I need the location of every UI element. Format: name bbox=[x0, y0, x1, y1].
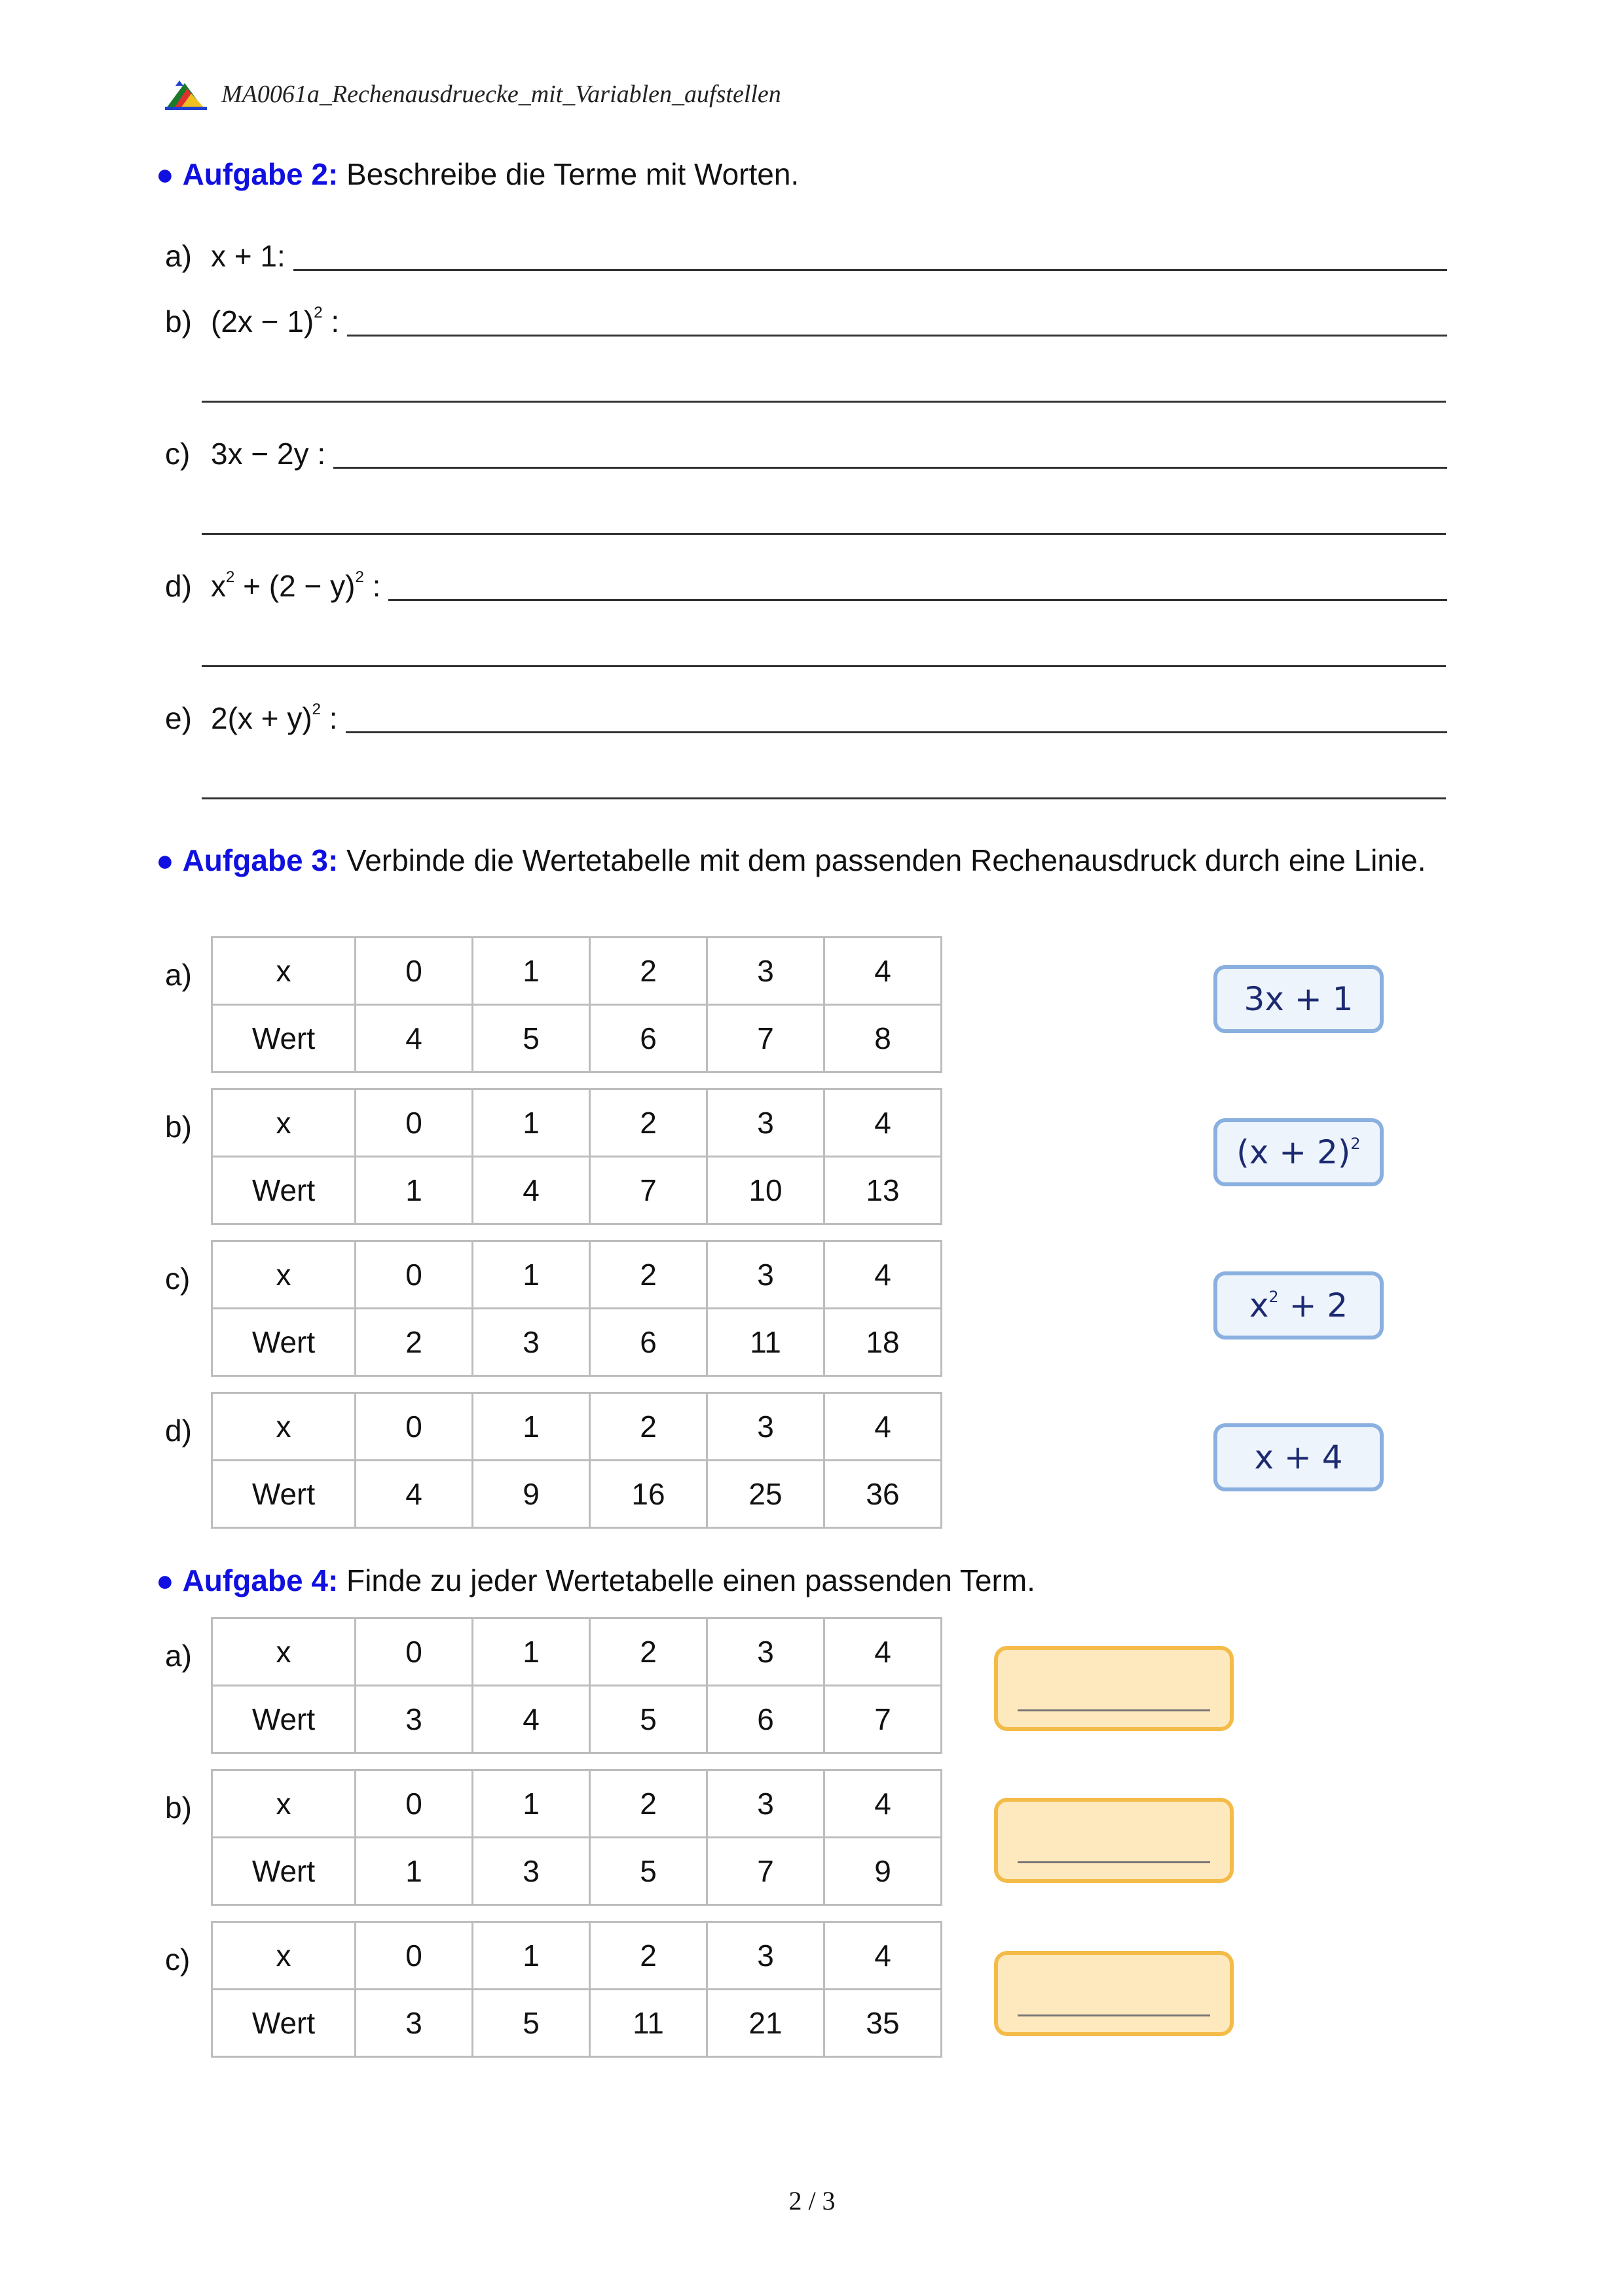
table-cell: 9 bbox=[824, 1838, 942, 1905]
answer-line-continued[interactable] bbox=[202, 533, 1446, 535]
table-cell: 6 bbox=[707, 1686, 824, 1753]
aufgabe3-text: Verbinde die Wertetabelle mit dem passenden Rechenausdruck durch eine Linie. bbox=[346, 843, 1426, 877]
table-row bbox=[212, 1770, 942, 1838]
table-cell: 0 bbox=[356, 1089, 473, 1157]
table-cell: Wert bbox=[212, 1157, 356, 1224]
table-cell: Wert bbox=[212, 1309, 356, 1376]
table-cell: x bbox=[212, 938, 356, 1005]
answer-line bbox=[1018, 1861, 1210, 1863]
table-cell: 4 bbox=[824, 1393, 942, 1461]
aufgabe2-item-b bbox=[165, 293, 1447, 339]
aufgabe4-label: Aufgabe 4: bbox=[182, 1563, 339, 1597]
answer-line[interactable] bbox=[346, 731, 1447, 733]
table-cell: 4 bbox=[473, 1686, 590, 1753]
table-cell: 9 bbox=[473, 1461, 590, 1528]
table-cell: x bbox=[212, 1241, 356, 1309]
table-row bbox=[212, 1241, 942, 1309]
table-cell: 2 bbox=[356, 1309, 473, 1376]
table-cell: 18 bbox=[824, 1309, 942, 1376]
value-table-4c bbox=[211, 1921, 942, 2058]
table-cell: 0 bbox=[356, 938, 473, 1005]
table-cell: 4 bbox=[824, 938, 942, 1005]
table-cell: 11 bbox=[590, 1990, 707, 2057]
aufgabe4-heading bbox=[156, 1561, 1447, 1600]
table-row bbox=[212, 1309, 942, 1376]
table-cell: 3 bbox=[707, 1922, 824, 1990]
table-cell: 4 bbox=[356, 1461, 473, 1528]
table-cell: 2 bbox=[590, 1393, 707, 1461]
table-cell: 7 bbox=[707, 1838, 824, 1905]
table-cell: 36 bbox=[824, 1461, 942, 1528]
table-cell: 4 bbox=[824, 1241, 942, 1309]
table-cell: 3 bbox=[707, 1770, 824, 1838]
table-label: b) bbox=[165, 1110, 192, 1144]
table-cell: 3 bbox=[707, 1241, 824, 1309]
table-cell: 16 bbox=[590, 1461, 707, 1528]
table-cell: 0 bbox=[356, 1770, 473, 1838]
table-cell: 2 bbox=[590, 1618, 707, 1686]
table-cell: 7 bbox=[824, 1686, 942, 1753]
table-cell: 7 bbox=[590, 1157, 707, 1224]
table-row bbox=[212, 1618, 942, 1686]
table-row bbox=[212, 1393, 942, 1461]
answer-box-a[interactable] bbox=[994, 1646, 1234, 1731]
table-cell: 6 bbox=[590, 1309, 707, 1376]
table-cell: 21 bbox=[707, 1990, 824, 2057]
table-cell: 4 bbox=[824, 1922, 942, 1990]
item-label: e) bbox=[165, 701, 192, 735]
value-table-b bbox=[211, 1088, 942, 1225]
table-cell: x bbox=[212, 1089, 356, 1157]
answer-box-b[interactable] bbox=[994, 1798, 1234, 1883]
value-table-d bbox=[211, 1392, 942, 1529]
table-row bbox=[212, 1990, 942, 2057]
table-cell: x bbox=[212, 1770, 356, 1838]
page-number: 2 / 3 bbox=[788, 2186, 836, 2215]
table-cell: 1 bbox=[356, 1838, 473, 1905]
table-label: c) bbox=[165, 1262, 191, 1296]
answer-line[interactable] bbox=[388, 599, 1447, 601]
table-cell: 5 bbox=[473, 1990, 590, 2057]
aufgabe2-item-e bbox=[165, 690, 1447, 736]
value-table-a bbox=[211, 936, 942, 1073]
table-cell: 0 bbox=[356, 1922, 473, 1990]
table-cell: x bbox=[212, 1393, 356, 1461]
aufgabe2-text: Beschreibe die Terme mit Worten. bbox=[346, 157, 800, 191]
term-text: x + 4 bbox=[1254, 1438, 1343, 1476]
table-cell: x bbox=[212, 1922, 356, 1990]
table-cell: Wert bbox=[212, 1838, 356, 1905]
table-cell: 4 bbox=[824, 1618, 942, 1686]
table-cell: 3 bbox=[356, 1990, 473, 2057]
table-cell: 4 bbox=[824, 1089, 942, 1157]
answer-line bbox=[1018, 1709, 1210, 1711]
answer-line[interactable] bbox=[333, 467, 1447, 469]
table-label: a) bbox=[165, 958, 192, 992]
table-row bbox=[212, 1089, 942, 1157]
table-cell: 2 bbox=[590, 1089, 707, 1157]
table-cell: 3 bbox=[356, 1686, 473, 1753]
answer-line bbox=[1018, 2014, 1210, 2016]
table-label: d) bbox=[165, 1413, 192, 1448]
table-row bbox=[212, 1461, 942, 1528]
table-cell: 3 bbox=[707, 938, 824, 1005]
table-cell: 1 bbox=[473, 1393, 590, 1461]
table-cell: 3 bbox=[473, 1838, 590, 1905]
table-cell: 3 bbox=[707, 1089, 824, 1157]
table-cell: 2 bbox=[590, 938, 707, 1005]
table-cell: 13 bbox=[824, 1157, 942, 1224]
table-row bbox=[212, 1005, 942, 1072]
table-cell: 5 bbox=[473, 1005, 590, 1072]
aufgabe4-text: Finde zu jeder Wertetabelle einen passenden Term. bbox=[346, 1563, 1035, 1597]
table-cell: Wert bbox=[212, 1990, 356, 2057]
table-row bbox=[212, 1157, 942, 1224]
aufgabe2-heading bbox=[156, 155, 1447, 194]
answer-box-c[interactable] bbox=[994, 1951, 1234, 2036]
table-cell: 25 bbox=[707, 1461, 824, 1528]
table-cell: 4 bbox=[473, 1157, 590, 1224]
bullet: ● bbox=[156, 157, 174, 191]
value-table-4b bbox=[211, 1769, 942, 1906]
term-text: $(x + 2)^2$ bbox=[1236, 1133, 1361, 1171]
item-label: d) bbox=[165, 569, 192, 603]
term-text: $x^2 + 2$ bbox=[1249, 1286, 1348, 1324]
table-cell: 5 bbox=[590, 1686, 707, 1753]
term-text: 3x + 1 bbox=[1244, 980, 1354, 1018]
table-cell: 10 bbox=[707, 1157, 824, 1224]
term-expression: $(2x - 1)^2$ : bbox=[211, 304, 340, 338]
aufgabe2-label: Aufgabe 2: bbox=[182, 157, 339, 191]
term-expression: $2(x + y)^2$ : bbox=[211, 701, 338, 735]
item-label: a) bbox=[165, 239, 192, 273]
table-cell: Wert bbox=[212, 1005, 356, 1072]
table-cell: 5 bbox=[590, 1838, 707, 1905]
document-title: MA0061a_Rechenausdruecke_mit_Variablen_aufstellen bbox=[221, 81, 781, 108]
table-cell: 11 bbox=[707, 1309, 824, 1376]
answer-line[interactable] bbox=[347, 335, 1447, 337]
table-cell: 2 bbox=[590, 1922, 707, 1990]
table-cell: 8 bbox=[824, 1005, 942, 1072]
table-cell: 0 bbox=[356, 1618, 473, 1686]
table-cell: Wert bbox=[212, 1686, 356, 1753]
table-label: c) bbox=[165, 1942, 191, 1977]
aufgabe2-item-c bbox=[165, 426, 1447, 471]
aufgabe3-heading bbox=[156, 841, 1447, 880]
table-cell: x bbox=[212, 1618, 356, 1686]
table-label: a) bbox=[165, 1639, 192, 1673]
aufgabe2-item-d bbox=[165, 558, 1447, 604]
table-row bbox=[212, 938, 942, 1005]
table-row bbox=[212, 1838, 942, 1905]
item-label: b) bbox=[165, 304, 192, 338]
item-label: c) bbox=[165, 437, 191, 471]
term-expression: x + 1: bbox=[211, 239, 286, 273]
table-cell: Wert bbox=[212, 1461, 356, 1528]
answer-line-continued[interactable] bbox=[202, 665, 1446, 667]
table-cell: 0 bbox=[356, 1393, 473, 1461]
term-expression: $x^2 + (2 - y)^2$ : bbox=[211, 568, 381, 603]
table-row bbox=[212, 1686, 942, 1753]
page-header bbox=[165, 75, 781, 114]
table-cell: 35 bbox=[824, 1990, 942, 2057]
aufgabe3-label: Aufgabe 3: bbox=[182, 843, 339, 877]
table-row bbox=[212, 1922, 942, 1990]
table-cell: 3 bbox=[707, 1393, 824, 1461]
table-cell: 6 bbox=[590, 1005, 707, 1072]
answer-line-continued[interactable] bbox=[202, 401, 1446, 403]
term-box-4[interactable] bbox=[1213, 1423, 1384, 1491]
value-table-c bbox=[211, 1240, 942, 1377]
table-cell: 1 bbox=[473, 1922, 590, 1990]
table-cell: 1 bbox=[473, 1770, 590, 1838]
aufgabe2-item-a bbox=[165, 228, 1447, 274]
term-box-3[interactable] bbox=[1213, 1271, 1384, 1339]
answer-line[interactable] bbox=[293, 269, 1447, 271]
table-cell: 3 bbox=[473, 1309, 590, 1376]
table-cell: 1 bbox=[473, 1618, 590, 1686]
table-cell: 1 bbox=[473, 1241, 590, 1309]
table-cell: 0 bbox=[356, 1241, 473, 1309]
table-label: b) bbox=[165, 1791, 192, 1825]
term-box-2[interactable] bbox=[1213, 1118, 1384, 1186]
bullet: ● bbox=[156, 1563, 174, 1597]
table-cell: 2 bbox=[590, 1770, 707, 1838]
table-cell: 2 bbox=[590, 1241, 707, 1309]
mountain-logo-icon bbox=[165, 78, 207, 111]
table-cell: 4 bbox=[356, 1005, 473, 1072]
table-cell: 1 bbox=[473, 938, 590, 1005]
table-cell: 1 bbox=[473, 1089, 590, 1157]
answer-line-continued[interactable] bbox=[202, 797, 1446, 799]
table-cell: 1 bbox=[356, 1157, 473, 1224]
term-box-1[interactable] bbox=[1213, 965, 1384, 1033]
table-cell: 7 bbox=[707, 1005, 824, 1072]
table-cell: 3 bbox=[707, 1618, 824, 1686]
term-expression: 3x − 2y : bbox=[211, 437, 326, 471]
bullet: ● bbox=[156, 843, 174, 877]
table-cell: 4 bbox=[824, 1770, 942, 1838]
value-table-4a bbox=[211, 1617, 942, 1754]
